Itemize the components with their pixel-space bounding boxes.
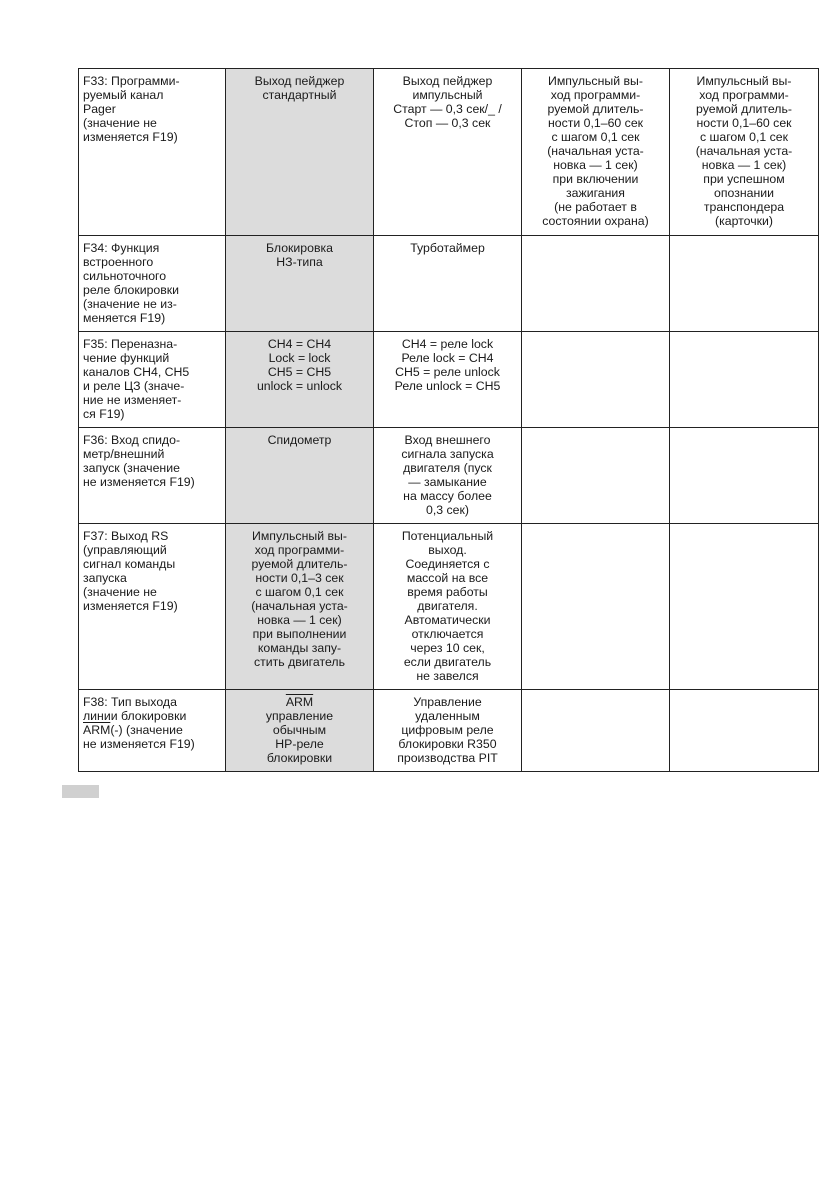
cell-line: при включении bbox=[552, 172, 639, 186]
cell-line: (начальная уста- bbox=[547, 144, 644, 158]
cell-line: ности 0,1–3 сек bbox=[255, 571, 344, 585]
cell-line: Импульсный вы- bbox=[548, 74, 643, 88]
cell-line: (начальная уста- bbox=[695, 144, 793, 158]
option-3-cell bbox=[522, 690, 670, 772]
arm-signal-label: $\overline{ARM}$ bbox=[285, 695, 314, 709]
cell-line: импульсный bbox=[412, 88, 483, 102]
cell-line: встроенного bbox=[83, 255, 154, 269]
cell-line: Автоматически bbox=[404, 613, 491, 627]
cell-line: (значение не bbox=[83, 585, 157, 599]
cell-line: новка — 1 сек) bbox=[553, 158, 638, 172]
cell-line: F38: Тип выхода bbox=[83, 695, 177, 709]
cell-line: F37: Выход RS bbox=[83, 529, 169, 543]
cell-line: запуск (значение bbox=[83, 461, 180, 475]
cell-line: стандартный bbox=[262, 88, 337, 102]
cell-line: F33: Программи- bbox=[83, 74, 180, 88]
cell-line: ся F19) bbox=[83, 407, 125, 421]
default-option-cell bbox=[226, 332, 374, 428]
cell-line: Соединяется с bbox=[405, 557, 490, 571]
cell-line: через 10 сек, bbox=[410, 641, 485, 655]
cell-line: цифровым реле bbox=[401, 723, 494, 737]
cell-line: не изменяется F19) bbox=[83, 475, 195, 489]
cell-line: при успешном bbox=[703, 172, 785, 186]
cell-line: каналов CH4, CH5 bbox=[83, 365, 190, 379]
table-row bbox=[79, 236, 819, 332]
gray-marker-block bbox=[62, 785, 99, 798]
option-2-cell bbox=[374, 69, 522, 236]
cell-line: Спидометр bbox=[267, 433, 332, 447]
cell-line: сигнала запуска bbox=[401, 447, 494, 461]
cell-line: чение функций bbox=[83, 351, 170, 365]
option-3-cell bbox=[522, 428, 670, 524]
cell-line: Реле lock = CH4 bbox=[401, 351, 494, 365]
cell-line: CH5 = CH5 bbox=[267, 365, 332, 379]
cell-line: ход программи- bbox=[550, 88, 641, 102]
cell-line: F36: Вход спидо- bbox=[83, 433, 181, 447]
option-4-cell bbox=[670, 690, 819, 772]
cell-line: Реле unlock = CH5 bbox=[394, 379, 501, 393]
default-option-cell bbox=[226, 524, 374, 690]
cell-line: НЗ-типа bbox=[276, 255, 323, 269]
cell-line: блокировки R350 bbox=[398, 737, 497, 751]
cell-line: руемой длитель- bbox=[547, 102, 644, 116]
cell-line: двигателя (пуск bbox=[403, 461, 492, 475]
cell-line: (начальная уста- bbox=[251, 599, 348, 613]
cell-line: время работы bbox=[407, 585, 488, 599]
table-row bbox=[79, 524, 819, 690]
cell-line: двигателя. bbox=[417, 599, 478, 613]
cell-line: Pager bbox=[83, 102, 116, 116]
cell-line: CH5 = реле unlock bbox=[395, 365, 500, 379]
cell-line: (карточки) bbox=[715, 214, 773, 228]
cell-line: новка — 1 сек) bbox=[257, 613, 342, 627]
param-cell bbox=[79, 428, 226, 524]
table-row bbox=[79, 69, 819, 236]
table-row bbox=[79, 332, 819, 428]
cell-line: изменяется F19) bbox=[83, 599, 178, 613]
option-2-cell bbox=[374, 236, 522, 332]
cell-line: зажигания bbox=[566, 186, 625, 200]
cell-line: руемой длитель- bbox=[696, 102, 792, 116]
param-cell bbox=[79, 236, 226, 332]
cell-line: Блокировка bbox=[265, 241, 334, 255]
cell-line: unlock = unlock bbox=[256, 379, 343, 393]
cell-line: с шагом 0,1 сек bbox=[255, 585, 344, 599]
cell-line: Выход пейджер bbox=[402, 74, 493, 88]
cell-line: транспондера bbox=[703, 200, 785, 214]
cell-line: (не работает в bbox=[554, 200, 637, 214]
option-4-cell bbox=[670, 69, 819, 236]
cell-line: меняется F19) bbox=[83, 311, 166, 325]
cell-line: метр/внешний bbox=[83, 447, 165, 461]
cell-line: Выход пейджер bbox=[254, 74, 345, 88]
param-cell bbox=[79, 690, 226, 772]
option-4-cell bbox=[670, 236, 819, 332]
cell-line: при выполнении bbox=[252, 627, 347, 641]
cell-line: стить двигатель bbox=[254, 655, 345, 669]
option-3-cell bbox=[522, 524, 670, 690]
cell-line: с шагом 0,1 сек bbox=[699, 130, 789, 144]
cell-line: с шагом 0,1 сек bbox=[551, 130, 640, 144]
default-option-cell bbox=[226, 428, 374, 524]
cell-line: F34: Функция bbox=[83, 241, 160, 255]
cell-line: изменяется F19) bbox=[83, 130, 178, 144]
cell-line: опознании bbox=[714, 186, 774, 200]
param-cell bbox=[79, 332, 226, 428]
cell-line: НР-реле bbox=[275, 737, 324, 751]
cell-line: сильноточного bbox=[83, 269, 167, 283]
cell-line: выход. bbox=[428, 543, 467, 557]
cell-line: Стоп — 0,3 сек bbox=[404, 116, 491, 130]
cell-line: не завелся bbox=[416, 669, 479, 683]
cell-line bbox=[83, 723, 221, 737]
cell-line: отключается bbox=[411, 627, 484, 641]
cell-line: удаленным bbox=[415, 709, 480, 723]
cell-line: и реле ЦЗ (значе- bbox=[83, 379, 185, 393]
cell-line: руемый канал bbox=[83, 88, 164, 102]
cell-line: новка — 1 сек) bbox=[701, 158, 787, 172]
cell-line: управление bbox=[265, 709, 334, 723]
cell-line: на массу более bbox=[403, 489, 492, 503]
cell-line: сигнал команды bbox=[83, 557, 176, 571]
option-2-cell bbox=[374, 332, 522, 428]
default-option-cell bbox=[226, 690, 374, 772]
arm-signal-label: $\overline{ARM}$ bbox=[83, 723, 111, 737]
cell-line: Импульсный вы- bbox=[252, 529, 347, 543]
cell-line: (управляющий bbox=[83, 543, 167, 557]
cell-line: Lock = lock bbox=[268, 351, 331, 365]
cell-line: (значение не bbox=[83, 116, 157, 130]
cell-line: команды запу- bbox=[257, 641, 342, 655]
table-row bbox=[79, 690, 819, 772]
cell-line: F35: Переназна- bbox=[83, 337, 178, 351]
cell-line: линии блокировки bbox=[83, 709, 187, 723]
option-2-cell bbox=[374, 524, 522, 690]
cell-line: ход программи- bbox=[254, 543, 345, 557]
option-4-cell bbox=[670, 428, 819, 524]
cell-line: запуска bbox=[83, 571, 127, 585]
settings-table bbox=[78, 68, 819, 772]
cell-line: блокировки bbox=[266, 751, 333, 765]
cell-line: ности 0,1–60 сек bbox=[547, 116, 644, 130]
default-option-cell bbox=[226, 236, 374, 332]
cell-line: обычным bbox=[272, 723, 327, 737]
cell-line: если двигатель bbox=[403, 655, 492, 669]
cell-line: руемой длитель- bbox=[251, 557, 348, 571]
cell-line: Турботаймер bbox=[410, 241, 485, 255]
option-3-cell bbox=[522, 69, 670, 236]
cell-line: массой на все bbox=[406, 571, 489, 585]
cell-line: CH4 = CH4 bbox=[267, 337, 332, 351]
default-option-cell bbox=[226, 69, 374, 236]
option-4-cell bbox=[670, 524, 819, 690]
cell-line: — замыкание bbox=[408, 475, 487, 489]
cell-line: ход программи- bbox=[699, 88, 789, 102]
param-cell bbox=[79, 524, 226, 690]
table-row bbox=[79, 428, 819, 524]
cell-line: 0,3 сек) bbox=[426, 503, 469, 517]
cell-line: состоянии охрана) bbox=[542, 214, 649, 228]
cell-line: реле блокировки bbox=[83, 283, 180, 297]
cell-line: CH4 = реле lock bbox=[401, 337, 494, 351]
cell-line: не изменяется F19) bbox=[83, 737, 195, 751]
option-4-cell bbox=[670, 332, 819, 428]
cell-text: (-) (значение bbox=[110, 723, 183, 737]
cell-line: Импульсный вы- bbox=[696, 74, 792, 88]
option-3-cell bbox=[522, 236, 670, 332]
cell-line: (значение не из- bbox=[83, 297, 177, 311]
option-3-cell bbox=[522, 332, 670, 428]
param-cell bbox=[79, 69, 226, 236]
cell-line: Потенциальный bbox=[401, 529, 494, 543]
cell-line: Старт — 0,3 сек/_ / bbox=[393, 102, 502, 116]
cell-line: ние не изменяет- bbox=[83, 393, 182, 407]
cell-line: Вход внешнего bbox=[404, 433, 491, 447]
cell-line: Управление bbox=[413, 695, 482, 709]
option-2-cell bbox=[374, 690, 522, 772]
cell-line: ности 0,1–60 сек bbox=[696, 116, 792, 130]
cell-line: производства PIT bbox=[397, 751, 498, 765]
option-2-cell bbox=[374, 428, 522, 524]
